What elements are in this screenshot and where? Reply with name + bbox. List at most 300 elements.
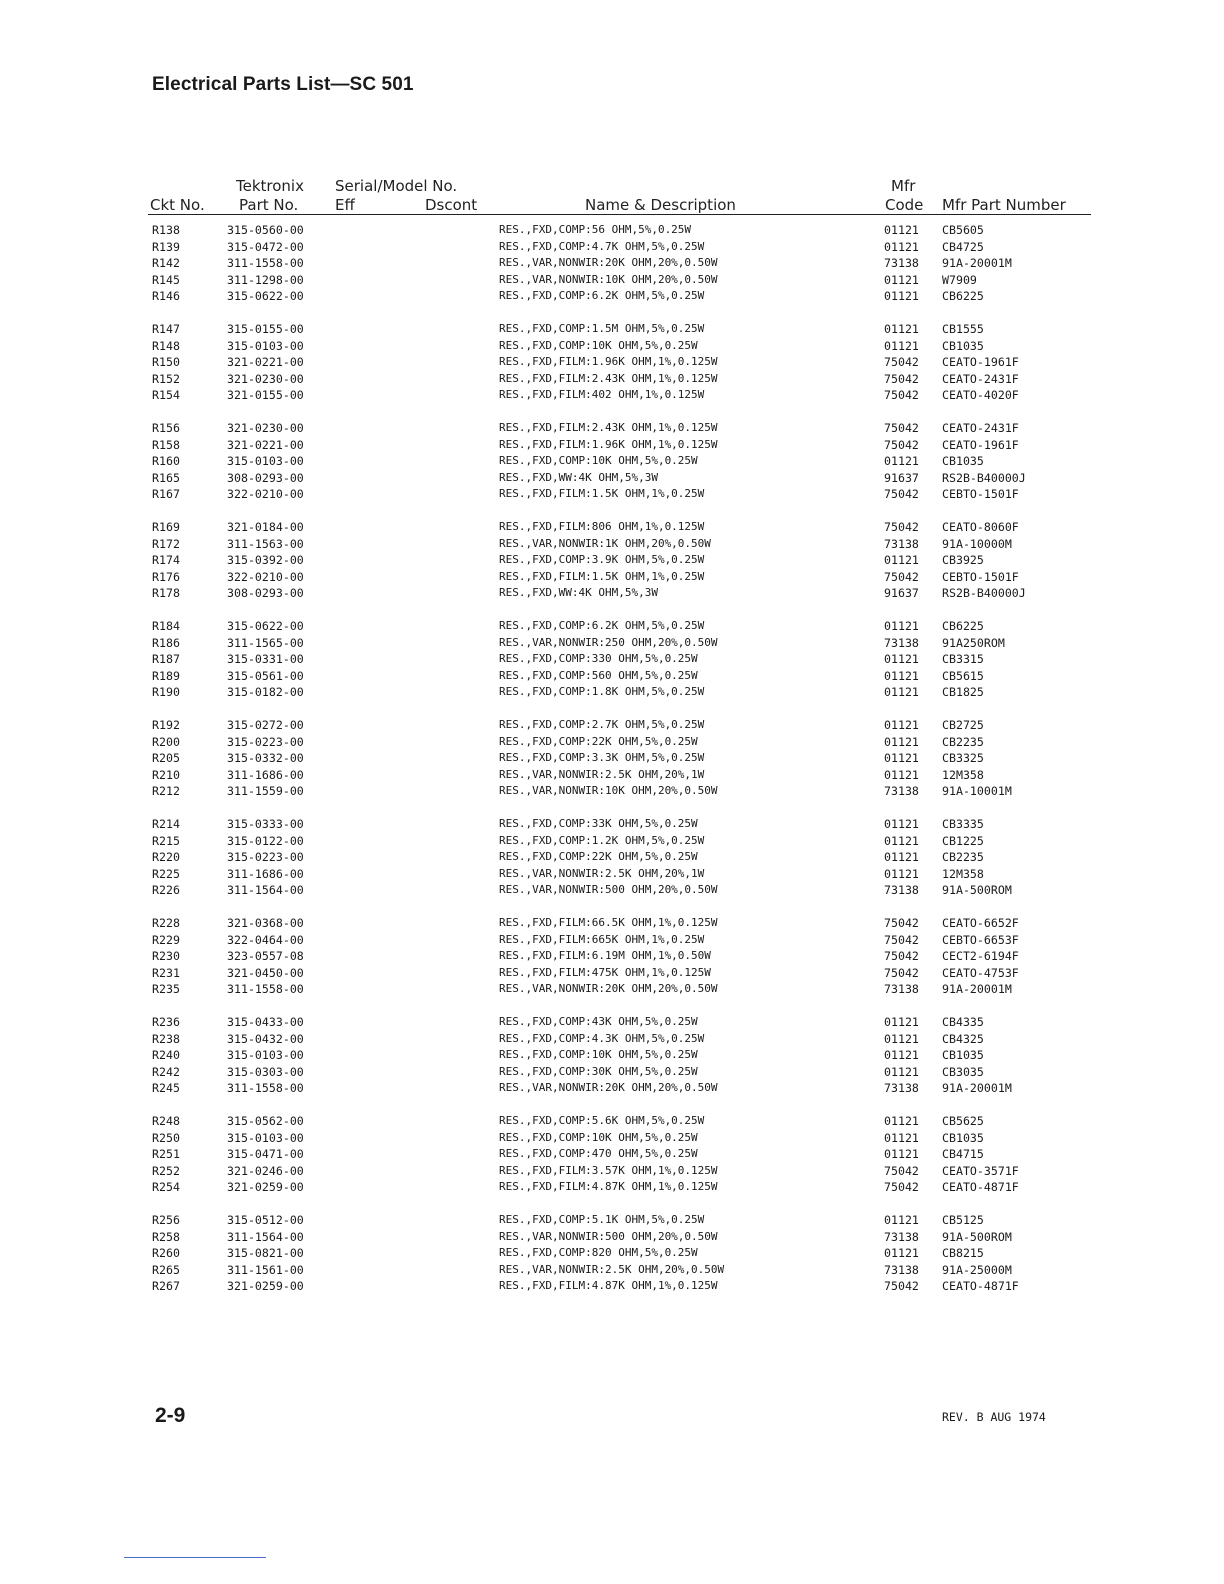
table-row <box>152 1278 1092 1295</box>
ckt-no-cell: R250 <box>152 1130 180 1145</box>
ckt-no-cell: R169 <box>152 520 180 534</box>
table-row <box>152 321 1092 338</box>
description-cell: RES.,VAR,NONWIR:20K OHM,20%,0.50W <box>499 982 718 995</box>
mfr-part-number-cell: CEATO-4871F <box>942 1279 1019 1293</box>
mfr-code-cell: 01121 <box>884 289 919 303</box>
mfr-part-number-cell: CB3325 <box>942 751 984 765</box>
ckt-no-cell: R252 <box>152 1163 180 1178</box>
table-row <box>152 948 1092 965</box>
mfr-code-cell: 01121 <box>884 1114 919 1128</box>
mfr-code-cell: 01121 <box>884 454 919 468</box>
table-row <box>152 288 1092 305</box>
part-no-cell: 315-0471-00 <box>227 1147 304 1161</box>
table-row <box>152 1113 1092 1130</box>
description-cell: RES.,FXD,COMP:470 OHM,5%,0.25W <box>499 1147 698 1160</box>
mfr-part-number-cell: CB2235 <box>942 734 984 749</box>
mfr-part-number-cell: 91A-10001M <box>942 784 1012 798</box>
table-row <box>152 420 1092 437</box>
ckt-no-cell: R172 <box>152 536 180 551</box>
description-cell: RES.,VAR,NONWIR:1K OHM,20%,0.50W <box>499 536 711 550</box>
table-row <box>152 569 1092 586</box>
mfr-part-number-cell: 91A-500ROM <box>942 1229 1012 1244</box>
description-cell: RES.,FXD,COMP:10K OHM,5%,0.25W <box>499 1130 698 1144</box>
mfr-code-cell: 01121 <box>884 734 919 749</box>
part-no-cell: 321-0155-00 <box>227 388 304 402</box>
part-no-cell: 315-0103-00 <box>227 338 304 353</box>
mfr-part-number-cell: CB6225 <box>942 619 984 633</box>
parts-group <box>152 618 1092 701</box>
description-cell: RES.,FXD,COMP:1.5M OHM,5%,0.25W <box>499 322 705 335</box>
description-cell: RES.,FXD,FILM:402 OHM,1%,0.125W <box>499 388 705 401</box>
part-no-cell: 315-0472-00 <box>227 239 304 254</box>
part-no-cell: 315-0560-00 <box>227 223 304 237</box>
mfr-part-number-cell: CB3315 <box>942 652 984 666</box>
mfr-part-number-cell: CEATO-4020F <box>942 388 1019 402</box>
parts-group <box>152 321 1092 404</box>
mfr-part-number-cell: CEATO-3571F <box>942 1163 1019 1178</box>
part-no-cell: 321-0246-00 <box>227 1163 304 1178</box>
part-no-cell: 315-0223-00 <box>227 850 304 864</box>
table-row <box>152 1047 1092 1064</box>
mfr-code-cell: 01121 <box>884 1246 919 1260</box>
description-cell: RES.,FXD,FILM:475K OHM,1%,0.125W <box>499 965 711 979</box>
mfr-code-cell: 01121 <box>884 1147 919 1161</box>
description-cell: RES.,FXD,WW:4K OHM,5%,3W <box>499 586 658 599</box>
table-row <box>152 684 1092 701</box>
ckt-no-cell: R240 <box>152 1048 180 1062</box>
mfr-code-cell: 91637 <box>884 586 919 600</box>
mfr-code-cell: 01121 <box>884 751 919 765</box>
header-dscont: Dscont <box>425 196 478 214</box>
mfr-code-cell: 01121 <box>884 767 919 782</box>
table-row <box>152 1179 1092 1196</box>
table-row <box>152 849 1092 866</box>
part-no-cell: 315-0512-00 <box>227 1213 304 1227</box>
description-cell: RES.,FXD,FILM:2.43K OHM,1%,0.125W <box>499 371 718 385</box>
mfr-code-cell: 01121 <box>884 652 919 666</box>
mfr-code-cell: 01121 <box>884 850 919 864</box>
description-cell: RES.,VAR,NONWIR:20K OHM,20%,0.50W <box>499 1081 718 1094</box>
mfr-part-number-cell: CB4325 <box>942 1031 984 1046</box>
table-row <box>152 635 1092 652</box>
ckt-no-cell: R236 <box>152 1015 180 1029</box>
mfr-code-cell: 75042 <box>884 388 919 402</box>
parts-group <box>152 816 1092 899</box>
mfr-part-number-cell: CB8215 <box>942 1246 984 1260</box>
description-cell: RES.,FXD,COMP:22K OHM,5%,0.25W <box>499 734 698 748</box>
part-no-cell: 315-0392-00 <box>227 553 304 567</box>
mfr-code-cell: 01121 <box>884 1048 919 1062</box>
ckt-no-cell: R230 <box>152 949 180 963</box>
mfr-part-number-cell: CEBTO-1501F <box>942 569 1019 584</box>
part-no-cell: 315-0122-00 <box>227 833 304 848</box>
ckt-no-cell: R225 <box>152 866 180 881</box>
mfr-code-cell: 01121 <box>884 833 919 848</box>
mfr-code-cell: 75042 <box>884 487 919 501</box>
parts-group <box>152 915 1092 998</box>
mfr-code-cell: 01121 <box>884 1213 919 1227</box>
mfr-part-number-cell: CEATO-6652F <box>942 916 1019 930</box>
table-row <box>152 470 1092 487</box>
part-no-cell: 315-0103-00 <box>227 454 304 468</box>
mfr-part-number-cell: CEATO-2431F <box>942 371 1019 386</box>
table-row <box>152 536 1092 553</box>
mfr-part-number-cell: 91A-20001M <box>942 982 1012 996</box>
header-code: Code <box>885 196 924 214</box>
part-no-cell: 311-1686-00 <box>227 866 304 881</box>
mfr-part-number-cell: 91A-10000M <box>942 536 1012 551</box>
part-no-cell: 321-0259-00 <box>227 1180 304 1194</box>
table-row <box>152 1262 1092 1279</box>
ckt-no-cell: R235 <box>152 982 180 996</box>
part-no-cell: 323-0557-08 <box>227 949 304 963</box>
description-cell: RES.,FXD,FILM:1.5K OHM,1%,0.25W <box>499 487 705 500</box>
mfr-part-number-cell: 91A250ROM <box>942 635 1005 650</box>
mfr-code-cell: 73138 <box>884 1229 919 1244</box>
mfr-part-number-cell: CB4335 <box>942 1015 984 1029</box>
part-no-cell: 315-0432-00 <box>227 1031 304 1046</box>
ckt-no-cell: R165 <box>152 470 180 485</box>
part-no-cell: 311-1561-00 <box>227 1262 304 1277</box>
part-no-cell: 311-1564-00 <box>227 883 304 897</box>
part-no-cell: 315-0433-00 <box>227 1015 304 1029</box>
description-cell: RES.,VAR,NONWIR:2.5K OHM,20%,1W <box>499 866 705 880</box>
table-row <box>152 717 1092 734</box>
part-no-cell: 308-0293-00 <box>227 470 304 485</box>
mfr-code-cell: 01121 <box>884 817 919 831</box>
table-row <box>152 519 1092 536</box>
page-number: 2-9 <box>155 1404 186 1427</box>
mfr-part-number-cell: CB4725 <box>942 239 984 254</box>
header-mfr: Mfr <box>891 177 916 195</box>
part-no-cell: 315-0272-00 <box>227 718 304 732</box>
part-no-cell: 321-0221-00 <box>227 437 304 452</box>
description-cell: RES.,FXD,COMP:56 OHM,5%,0.25W <box>499 223 692 236</box>
part-no-cell: 315-0103-00 <box>227 1130 304 1145</box>
description-cell: RES.,FXD,COMP:4.3K OHM,5%,0.25W <box>499 1031 705 1045</box>
ckt-no-cell: R146 <box>152 289 180 303</box>
ckt-no-cell: R226 <box>152 883 180 897</box>
description-cell: RES.,FXD,COMP:22K OHM,5%,0.25W <box>499 850 698 863</box>
table-row <box>152 965 1092 982</box>
part-no-cell: 315-0333-00 <box>227 817 304 831</box>
part-no-cell: 311-1686-00 <box>227 767 304 782</box>
table-row <box>152 387 1092 404</box>
ckt-no-cell: R214 <box>152 817 180 831</box>
ckt-no-cell: R160 <box>152 454 180 468</box>
header-ckt-no: Ckt No. <box>150 196 205 214</box>
description-cell: RES.,VAR,NONWIR:20K OHM,20%,0.50W <box>499 256 718 269</box>
table-row <box>152 371 1092 388</box>
description-cell: RES.,FXD,FILM:806 OHM,1%,0.125W <box>499 520 705 533</box>
ckt-no-cell: R258 <box>152 1229 180 1244</box>
mfr-part-number-cell: CB2235 <box>942 850 984 864</box>
mfr-code-cell: 01121 <box>884 619 919 633</box>
ckt-no-cell: R154 <box>152 388 180 402</box>
description-cell: RES.,VAR,NONWIR:10K OHM,20%,0.50W <box>499 272 718 286</box>
part-no-cell: 308-0293-00 <box>227 586 304 600</box>
part-no-cell: 315-0821-00 <box>227 1246 304 1260</box>
ckt-no-cell: R212 <box>152 784 180 798</box>
part-no-cell: 311-1558-00 <box>227 982 304 996</box>
mfr-code-cell: 75042 <box>884 1279 919 1293</box>
table-row <box>152 981 1092 998</box>
footer-rule <box>124 1557 266 1558</box>
header-part-no: Part No. <box>239 196 299 214</box>
description-cell: RES.,FXD,COMP:560 OHM,5%,0.25W <box>499 668 698 682</box>
part-no-cell: 321-0230-00 <box>227 371 304 386</box>
table-row <box>152 668 1092 685</box>
part-no-cell: 315-0562-00 <box>227 1114 304 1128</box>
description-cell: RES.,FXD,COMP:820 OHM,5%,0.25W <box>499 1246 698 1259</box>
mfr-code-cell: 75042 <box>884 916 919 930</box>
part-no-cell: 315-0331-00 <box>227 652 304 666</box>
description-cell: RES.,VAR,NONWIR:500 OHM,20%,0.50W <box>499 883 718 896</box>
part-no-cell: 315-0223-00 <box>227 734 304 749</box>
ckt-no-cell: R200 <box>152 734 180 749</box>
table-row <box>152 272 1092 289</box>
part-no-cell: 315-0332-00 <box>227 751 304 765</box>
mfr-part-number-cell: CB1035 <box>942 1130 984 1145</box>
part-no-cell: 321-0184-00 <box>227 520 304 534</box>
mfr-code-cell: 73138 <box>884 1081 919 1095</box>
table-row <box>152 618 1092 635</box>
ckt-no-cell: R150 <box>152 355 180 369</box>
table-row <box>152 915 1092 932</box>
mfr-code-cell: 75042 <box>884 437 919 452</box>
parts-group <box>152 717 1092 800</box>
description-cell: RES.,FXD,FILM:66.5K OHM,1%,0.125W <box>499 916 718 929</box>
ckt-no-cell: R192 <box>152 718 180 732</box>
table-row <box>152 1014 1092 1031</box>
table-row <box>152 1080 1092 1097</box>
table-row <box>152 338 1092 355</box>
table-row <box>152 585 1092 602</box>
description-cell: RES.,FXD,COMP:30K OHM,5%,0.25W <box>499 1064 698 1078</box>
description-cell: RES.,FXD,FILM:3.57K OHM,1%,0.125W <box>499 1163 718 1177</box>
ckt-no-cell: R254 <box>152 1180 180 1194</box>
table-row <box>152 1229 1092 1246</box>
parts-group <box>152 1014 1092 1097</box>
description-cell: RES.,FXD,FILM:1.96K OHM,1%,0.125W <box>499 355 718 368</box>
ckt-no-cell: R242 <box>152 1064 180 1079</box>
part-no-cell: 315-0622-00 <box>227 619 304 633</box>
part-no-cell: 321-0368-00 <box>227 916 304 930</box>
table-row <box>152 354 1092 371</box>
mfr-part-number-cell: RS2B-B40000J <box>942 470 1026 485</box>
mfr-code-cell: 01121 <box>884 685 919 699</box>
table-row <box>152 767 1092 784</box>
mfr-part-number-cell: 91A-20001M <box>942 256 1012 270</box>
mfr-part-number-cell: CEATO-1961F <box>942 355 1019 369</box>
mfr-code-cell: 73138 <box>884 536 919 551</box>
mfr-code-cell: 01121 <box>884 668 919 683</box>
mfr-part-number-cell: 12M358 <box>942 767 984 782</box>
mfr-part-number-cell: CB1825 <box>942 685 984 699</box>
parts-table <box>152 222 1092 1311</box>
ckt-no-cell: R158 <box>152 437 180 452</box>
table-row <box>152 222 1092 239</box>
mfr-part-number-cell: CEATO-1961F <box>942 437 1019 452</box>
mfr-code-cell: 75042 <box>884 371 919 386</box>
table-row <box>152 1146 1092 1163</box>
ckt-no-cell: R256 <box>152 1213 180 1227</box>
ckt-no-cell: R147 <box>152 322 180 336</box>
mfr-code-cell: 75042 <box>884 932 919 947</box>
header-mfr-part-number: Mfr Part Number <box>942 196 1066 214</box>
ckt-no-cell: R238 <box>152 1031 180 1046</box>
table-row <box>152 1064 1092 1081</box>
header-rule <box>148 214 1091 215</box>
description-cell: RES.,FXD,FILM:4.87K OHM,1%,0.125W <box>499 1180 718 1193</box>
mfr-part-number-cell: CB5125 <box>942 1213 984 1227</box>
description-cell: RES.,VAR,NONWIR:500 OHM,20%,0.50W <box>499 1229 718 1243</box>
description-cell: RES.,FXD,COMP:10K OHM,5%,0.25W <box>499 454 698 467</box>
mfr-part-number-cell: CECT2-6194F <box>942 949 1019 963</box>
table-row <box>152 932 1092 949</box>
description-cell: RES.,FXD,COMP:3.9K OHM,5%,0.25W <box>499 553 705 566</box>
table-row <box>152 783 1092 800</box>
description-cell: RES.,FXD,FILM:4.87K OHM,1%,0.125W <box>499 1279 718 1292</box>
mfr-code-cell: 73138 <box>884 982 919 996</box>
header-eff: Eff <box>335 196 355 214</box>
mfr-code-cell: 75042 <box>884 1163 919 1178</box>
mfr-code-cell: 75042 <box>884 949 919 963</box>
mfr-code-cell: 01121 <box>884 272 919 287</box>
ckt-no-cell: R145 <box>152 272 180 287</box>
table-row <box>152 1031 1092 1048</box>
ckt-no-cell: R152 <box>152 371 180 386</box>
description-cell: RES.,FXD,FILM:2.43K OHM,1%,0.125W <box>499 421 718 434</box>
table-row <box>152 1245 1092 1262</box>
description-cell: RES.,FXD,COMP:10K OHM,5%,0.25W <box>499 1048 698 1061</box>
description-cell: RES.,VAR,NONWIR:10K OHM,20%,0.50W <box>499 784 718 797</box>
table-row <box>152 1212 1092 1229</box>
mfr-code-cell: 01121 <box>884 1015 919 1029</box>
mfr-code-cell: 01121 <box>884 1031 919 1046</box>
description-cell: RES.,FXD,COMP:43K OHM,5%,0.25W <box>499 1015 698 1028</box>
description-cell: RES.,FXD,COMP:3.3K OHM,5%,0.25W <box>499 751 705 764</box>
mfr-part-number-cell: CB5615 <box>942 668 984 683</box>
ckt-no-cell: R174 <box>152 553 180 567</box>
mfr-part-number-cell: W7909 <box>942 272 977 287</box>
mfr-code-cell: 73138 <box>884 635 919 650</box>
part-no-cell: 321-0450-00 <box>227 965 304 980</box>
part-no-cell: 311-1564-00 <box>227 1229 304 1244</box>
description-cell: RES.,FXD,WW:4K OHM,5%,3W <box>499 470 658 484</box>
ckt-no-cell: R267 <box>152 1279 180 1293</box>
table-row <box>152 1130 1092 1147</box>
part-no-cell: 315-0182-00 <box>227 685 304 699</box>
table-row <box>152 651 1092 668</box>
mfr-part-number-cell: CEATO-4753F <box>942 965 1019 980</box>
mfr-part-number-cell: CB3335 <box>942 817 984 831</box>
header-serial-model: Serial/Model No. <box>335 177 458 195</box>
ckt-no-cell: R190 <box>152 685 180 699</box>
mfr-part-number-cell: CB2725 <box>942 718 984 732</box>
description-cell: RES.,FXD,COMP:5.1K OHM,5%,0.25W <box>499 1213 705 1226</box>
mfr-part-number-cell: CB3035 <box>942 1064 984 1079</box>
ckt-no-cell: R148 <box>152 338 180 353</box>
description-cell: RES.,FXD,FILM:6.19M OHM,1%,0.50W <box>499 949 711 962</box>
table-row <box>152 437 1092 454</box>
ckt-no-cell: R228 <box>152 916 180 930</box>
table-row <box>152 255 1092 272</box>
ckt-no-cell: R184 <box>152 619 180 633</box>
part-no-cell: 315-0155-00 <box>227 322 304 336</box>
parts-group <box>152 420 1092 503</box>
table-row <box>152 734 1092 751</box>
description-cell: RES.,FXD,COMP:6.2K OHM,5%,0.25W <box>499 619 705 632</box>
description-cell: RES.,FXD,COMP:10K OHM,5%,0.25W <box>499 338 698 352</box>
ckt-no-cell: R229 <box>152 932 180 947</box>
description-cell: RES.,VAR,NONWIR:2.5K OHM,20%,1W <box>499 767 705 781</box>
table-row <box>152 866 1092 883</box>
mfr-code-cell: 01121 <box>884 866 919 881</box>
ckt-no-cell: R138 <box>152 223 180 237</box>
mfr-code-cell: 01121 <box>884 239 919 254</box>
parts-group <box>152 519 1092 602</box>
mfr-code-cell: 75042 <box>884 965 919 980</box>
mfr-part-number-cell: CEATO-2431F <box>942 421 1019 435</box>
mfr-part-number-cell: CEATO-8060F <box>942 520 1019 534</box>
description-cell: RES.,VAR,NONWIR:2.5K OHM,20%,0.50W <box>499 1262 725 1276</box>
table-row <box>152 239 1092 256</box>
ckt-no-cell: R231 <box>152 965 180 980</box>
mfr-part-number-cell: CB5605 <box>942 223 984 237</box>
header-name-description: Name & Description <box>585 196 736 214</box>
mfr-code-cell: 01121 <box>884 322 919 336</box>
part-no-cell: 321-0230-00 <box>227 421 304 435</box>
ckt-no-cell: R205 <box>152 751 180 765</box>
ckt-no-cell: R142 <box>152 256 180 270</box>
part-no-cell: 311-1558-00 <box>227 256 304 270</box>
mfr-part-number-cell: CEBTO-1501F <box>942 487 1019 501</box>
part-no-cell: 311-1559-00 <box>227 784 304 798</box>
mfr-part-number-cell: 12M358 <box>942 866 984 881</box>
ckt-no-cell: R245 <box>152 1081 180 1095</box>
ckt-no-cell: R248 <box>152 1114 180 1128</box>
mfr-part-number-cell: 91A-25000M <box>942 1262 1012 1277</box>
mfr-code-cell: 01121 <box>884 718 919 732</box>
mfr-code-cell: 01121 <box>884 553 919 567</box>
description-cell: RES.,FXD,COMP:1.8K OHM,5%,0.25W <box>499 685 705 698</box>
part-no-cell: 311-1563-00 <box>227 536 304 551</box>
revision-note: REV. B AUG 1974 <box>942 1410 1046 1424</box>
ckt-no-cell: R156 <box>152 421 180 435</box>
description-cell: RES.,FXD,COMP:6.2K OHM,5%,0.25W <box>499 289 705 302</box>
page-title: Electrical Parts List—SC 501 <box>152 74 414 95</box>
mfr-part-number-cell: CB6225 <box>942 289 984 303</box>
description-cell: RES.,FXD,FILM:665K OHM,1%,0.25W <box>499 932 705 946</box>
mfr-code-cell: 01121 <box>884 338 919 353</box>
part-no-cell: 311-1558-00 <box>227 1081 304 1095</box>
ckt-no-cell: R265 <box>152 1262 180 1277</box>
part-no-cell: 315-0622-00 <box>227 289 304 303</box>
mfr-code-cell: 01121 <box>884 1130 919 1145</box>
ckt-no-cell: R178 <box>152 586 180 600</box>
description-cell: RES.,FXD,COMP:330 OHM,5%,0.25W <box>499 652 698 665</box>
mfr-part-number-cell: CB1035 <box>942 454 984 468</box>
ckt-no-cell: R260 <box>152 1246 180 1260</box>
mfr-code-cell: 75042 <box>884 421 919 435</box>
part-no-cell: 315-0303-00 <box>227 1064 304 1079</box>
description-cell: RES.,FXD,COMP:33K OHM,5%,0.25W <box>499 817 698 830</box>
part-no-cell: 321-0259-00 <box>227 1279 304 1293</box>
parts-group <box>152 1113 1092 1196</box>
part-no-cell: 311-1298-00 <box>227 272 304 287</box>
mfr-code-cell: 75042 <box>884 355 919 369</box>
